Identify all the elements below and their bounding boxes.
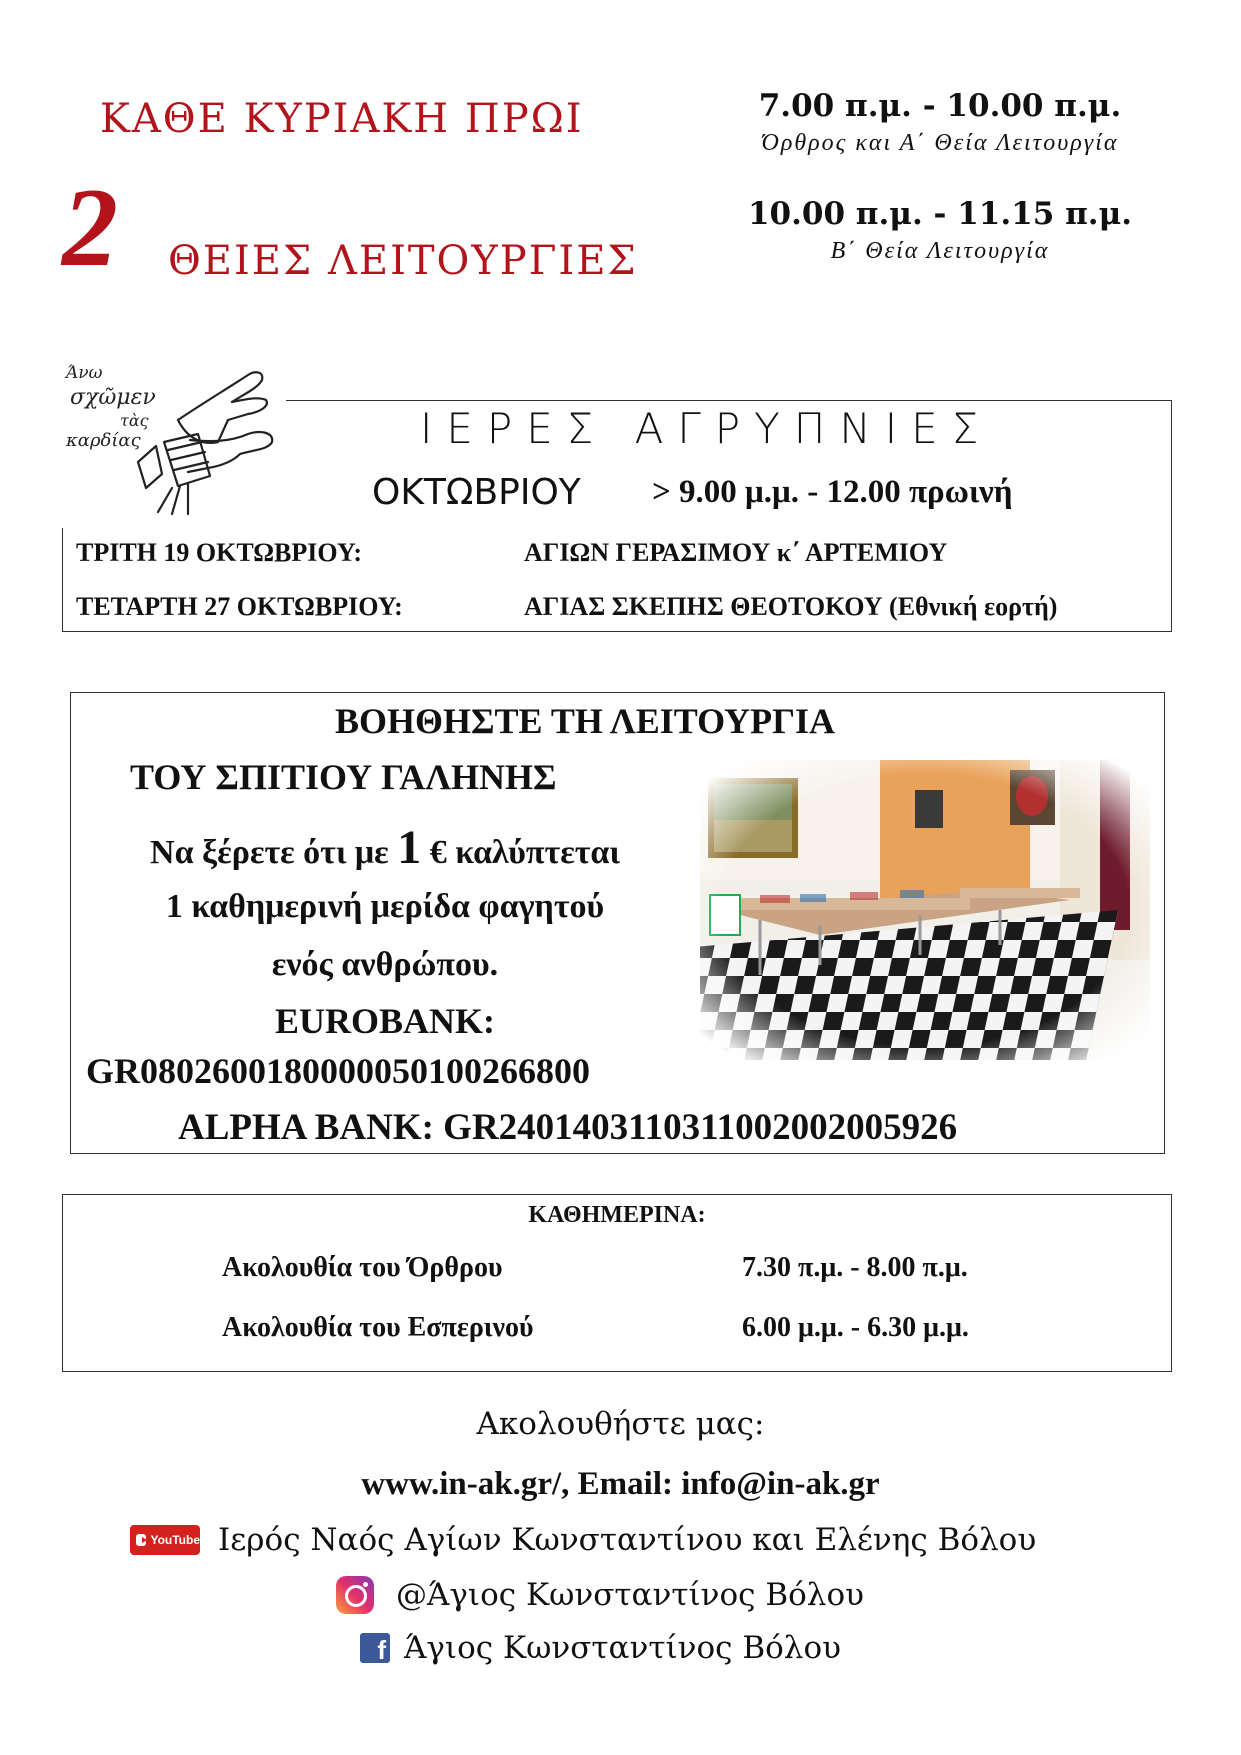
daily-title: ΚΑΘΗΜΕΡΙΝΑ: bbox=[528, 1202, 706, 1228]
facebook-page-name: Άγιος Κωνσταντίνος Βόλου bbox=[404, 1630, 841, 1666]
header-subtitle: ΘΕΙΕΣ ΛΕΙΤΟΥΡΓΙΕΣ bbox=[168, 238, 638, 284]
vigil2-name: ΑΓΙΑΣ ΣΚΕΠΗΣ ΘΕΟΤΟΚΟΥ (Εθνική εορτή) bbox=[524, 592, 1058, 621]
service2-description: Β΄ Θεία Λειτουργία bbox=[830, 238, 1050, 264]
vigils-month: ΟΚΤΩΒΡΙΟΥ bbox=[372, 472, 581, 513]
instagram-handle: @Άγιος Κωνσταντίνος Βόλου bbox=[396, 1577, 864, 1613]
hands-drawing bbox=[138, 372, 272, 514]
daily2-name: Ακολουθία του Εσπερινού bbox=[222, 1312, 534, 1343]
youtube-link[interactable] bbox=[130, 1522, 1036, 1558]
website-email-link[interactable]: www.in-ak.gr/, Email: info@in-ak.gr bbox=[361, 1466, 880, 1502]
youtube-badge-word: YouTube bbox=[150, 1533, 200, 1547]
daily1-name: Ακολουθία του Όρθρου bbox=[222, 1252, 503, 1283]
hands-raised-logo bbox=[60, 350, 290, 520]
donation-text-line3: ενός ανθρώπου. bbox=[271, 946, 499, 983]
youtube-icon bbox=[130, 1525, 200, 1555]
daily1-time: 7.30 π.μ. - 8.00 π.μ. bbox=[742, 1252, 968, 1283]
house-of-serenity-photo bbox=[700, 760, 1150, 1060]
header-title: ΚΑΘΕ ΚΥΡΙΑΚΗ ΠΡΩΙ bbox=[100, 96, 584, 142]
facebook-link[interactable] bbox=[360, 1630, 841, 1666]
follow-us-heading: Ακολουθήστε μας: bbox=[476, 1406, 765, 1442]
vigil2-date: ΤΕΤΑΡΤΗ 27 ΟΚΤΩΒΡΙΟΥ: bbox=[76, 592, 403, 621]
instagram-link[interactable] bbox=[336, 1576, 864, 1614]
logo-caption-word1: Άνω bbox=[66, 363, 103, 383]
instagram-icon bbox=[336, 1576, 374, 1614]
donation-subtitle: ΤΟΥ ΣΠΙΤΙΟΥ ΓΑΛΗΝΗΣ bbox=[130, 757, 557, 797]
donation-title: ΒΟΗΘΗΣΤΕ ΤΗ ΛΕΙΤΟΥΡΓΙΑ bbox=[334, 701, 836, 741]
vigil1-date: ΤΡΙΤΗ 19 ΟΚΤΩΒΡΙΟΥ: bbox=[76, 538, 363, 567]
service1-description: Όρθρος και Α΄ Θεία Λειτουργία bbox=[761, 130, 1119, 156]
donation-amount: 1 bbox=[397, 821, 422, 874]
vigil1-name: ΑΓΙΩΝ ΓΕΡΑΣΙΜΟΥ κ΄ ΑΡΤΕΜΙΟΥ bbox=[524, 538, 948, 567]
daily2-time: 6.00 μ.μ. - 6.30 μ.μ. bbox=[742, 1312, 969, 1343]
logo-caption-word2: σχῶμεν bbox=[70, 385, 156, 410]
vigils-title: ΙΕΡΕΣ ΑΓΡΥΠΝΙΕΣ bbox=[420, 404, 993, 453]
facebook-icon: f bbox=[360, 1633, 390, 1663]
service2-time: 10.00 π.μ. - 11.15 π.μ. bbox=[747, 196, 1133, 232]
header-big-number: 2 bbox=[62, 166, 118, 290]
donation-text-line2: 1 καθημερινή μερίδα φαγητού bbox=[165, 888, 605, 925]
youtube-channel-name: Ιερός Ναός Αγίων Κωνσταντίνου και Ελένης Βόλου bbox=[218, 1522, 1037, 1558]
service1-time: 7.00 π.μ. - 10.00 π.μ. bbox=[758, 88, 1122, 124]
logo-caption-word3: τὰς bbox=[120, 411, 149, 430]
bank1-label: EUROBANK: bbox=[274, 1001, 495, 1041]
logo-caption-word4: καρδίας bbox=[66, 430, 141, 451]
vigils-hours: > 9.00 μ.μ. - 12.00 πρωινή bbox=[652, 474, 1013, 510]
bank2-iban: ALPHA BANK: GR2401403110311002002005926 bbox=[178, 1107, 958, 1148]
bank1-iban: GR0802600180000050100266800 bbox=[86, 1051, 590, 1091]
donation-text-line1: Να ξέρετε ότι με 1 € καλύπτεται bbox=[150, 821, 620, 874]
